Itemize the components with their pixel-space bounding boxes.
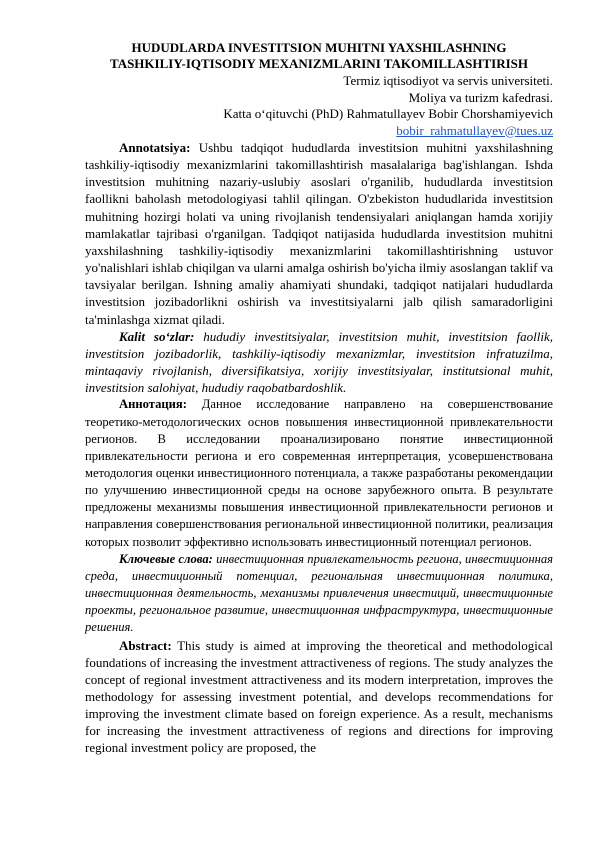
keywords-ru-label: Ключевые слова: xyxy=(119,551,213,566)
abstract-uz-text: Ushbu tadqiqot hududlarda investitsion muhitni yaxshilashning tashkiliy-iqtisodiy mexanizmlarini takomillashtirish masalalariga bag'ishlangan. Ishda investitsion muhitning nazariy-uslubiy asoslari o'rganilib, hududlarda investitsion faollikni baholash metodologiyasi tahlil qilingan. O'zbekiston hududlarida investitsion muhitning hozirgi holati va uning rivojlanish tendensiyalari aniqlangan hamda xorijiy mamlakatlar tajribasi o'rganilgan. Tadqiqot natijasida hududlarda investitsion muhitni yaxshilashning tashkiliy-iqtisodiy mexanizmlarini takomillashtirishning ustuvor yo'nalishlari ishlab chiqilgan va ularni amalga oshirish bo'yicha ilmiy asoslangan taklif va tavsiyalar berilgan. Ishning amaliy ahamiyati shundaki, tadqiqot natijalari hududlarda investitsion jozibadorlikni oshirish va investitsiyalarni jalb qilish samaradorligini ta'minlashga xizmat qiladi. xyxy=(85,140,553,327)
author-name: Katta o‘qituvchi (PhD) Rahmatullayev Bobir Chorshamiyevich xyxy=(223,106,553,121)
abstract-en xyxy=(85,637,553,757)
keywords-uz-text: hududiy investitsiyalar, investitsion muhit, investitsion faollik, investitsion jozibadorlik, tashkiliy-iqtisodiy mexanizmlar, investitsion infratuzilma, mintaqaviy rivojlanish, diversifikatsiya, xorijiy investitsiyalar, institutsional muhit, investitsion salohiyat, hududiy raqobatbardoshlik. xyxy=(85,328,553,396)
abstract-uz-label: Annotatsiya: xyxy=(119,140,191,155)
author-info xyxy=(85,73,553,139)
university-name: Termiz iqtisodiyot va servis universiteti. xyxy=(343,73,553,88)
keywords-uz-label: Kalit so‘zlar: xyxy=(119,328,195,344)
title-line-1: HUDUDLARDA INVESTITSION MUHITNI YAXSHILASHNING xyxy=(131,40,507,55)
keywords-ru-text: инвестиционная привлекательность региона, инвестиционная среда, инвестиционный потенциал, региональная инвестиционная политика, инвестиционная деятельность, механизмы привлечения инвестиций, инвестиционные проекты, региональное развитие, инвестиционная инфраструктура, инвестиционные решения. xyxy=(85,551,553,635)
author-email-link[interactable]: bobir_rahmatullayev@tues.uz xyxy=(396,122,553,138)
abstract-en-text: This study is aimed at improving the theoretical and methodological foundations of increasing the investment attractiveness of regions. The study analyzes the concept of regional investment attractiveness and its modern interpretation, improves the methodology for assessing investment potential, and develops recommendations for improving the investment climate based on foreign experience. As a result, mechanisms for increasing the investment attractiveness of regions and directions for improving regional investment policy are proposed, the xyxy=(85,637,553,756)
department-name: Moliya va turizm kafedrasi. xyxy=(408,89,553,105)
abstract-ru-label: Аннотация: xyxy=(119,397,187,412)
abstract-ru xyxy=(85,396,553,550)
keywords-ru xyxy=(85,551,553,637)
abstract-uz xyxy=(85,139,553,328)
paper-page xyxy=(85,40,553,757)
paper-title xyxy=(85,40,553,72)
title-line-2: TASHKILIY-IQTISODIY MEXANIZMLARINI TAKOMILLASHTIRISH xyxy=(109,56,529,71)
keywords-uz xyxy=(85,328,553,397)
abstract-ru-text: Данное исследование направлено на совершенствование теоретико-методологических основ повышения инвестиционной привлекательности регионов. В исследовании проанализировано понятие инвестиционной привлекательности региона и его современная интерпретация, усовершенствована методология оценки инвестиционного потенциала, а также разработаны рекомендации по улучшению инвестиционной среды на основе зарубежного опыта. В результате предложены механизмы повышения инвестиционной привлекательности регионов и направления совершенствования региональной инвестиционной политики, реализация которых позволит эффективно использовать инвестиционный потенциал регионов. xyxy=(85,397,553,549)
abstract-en-label: Abstract: xyxy=(119,637,172,653)
